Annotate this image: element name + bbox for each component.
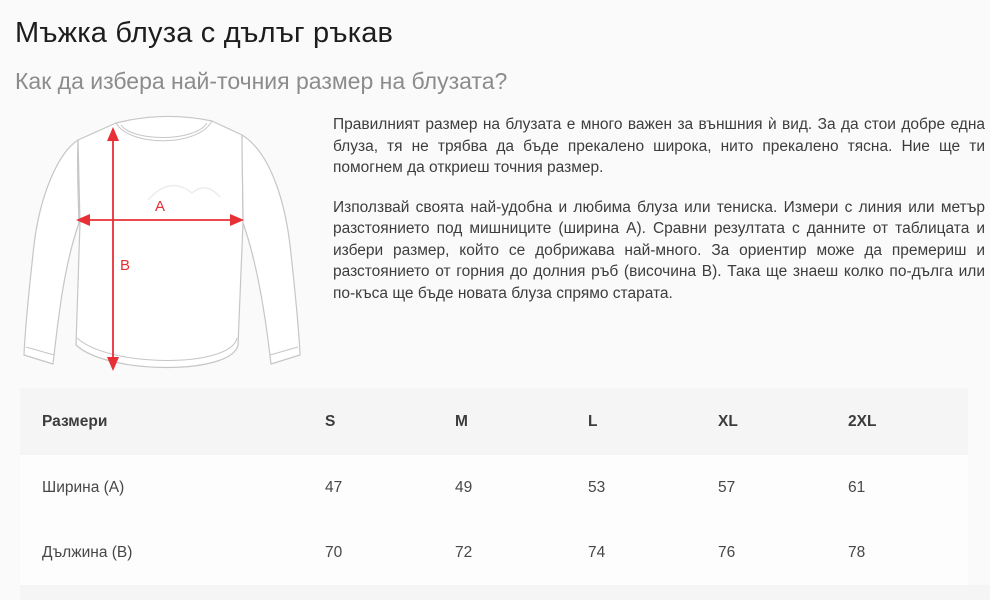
page-subtitle: Как да избера най-точния размер на блузата? [15, 68, 508, 94]
length-value-l: 74 [568, 520, 698, 585]
table-row-length [20, 520, 968, 585]
length-value-xl: 76 [698, 520, 828, 585]
row-label-width: Ширина (A) [20, 455, 305, 520]
width-value-l: 53 [568, 455, 698, 520]
guide-paragraph-2: Използвай своята най-удобна и любима блуза или тениска. Измери с линия или метър разстоянието под мишниците (ширина А). Сравни резултата с данните от таблицата и избери размер, който се добрижава най-много. За ориентир може да премериш и разстоянието от горния до долния ръб (височина В). Така ще знаеш колко по-дълга или по-къса ще бъде новата блуза спрямо старата. [333, 198, 985, 302]
size-table [20, 388, 968, 585]
guide-paragraph-1: Правилният размер на блузата е много важен за външния ѝ вид. За да стои добре една блуза, тя не трябва да бъде прекалено широка, нито прекалено тясна. Ние ще ти помогнем да откриеш точния размер. [333, 116, 985, 176]
width-value-m: 49 [435, 455, 568, 520]
column-header-sizes: Размери [20, 388, 305, 455]
table-row-width [20, 455, 968, 520]
width-label: A [155, 198, 166, 215]
width-value-xl: 57 [698, 455, 828, 520]
size-table-header-row [20, 388, 968, 455]
shirt-left-sleeve [24, 140, 79, 364]
shirt-right-sleeve [242, 135, 300, 364]
column-header-xl: XL [698, 388, 828, 455]
column-header-m: M [435, 388, 568, 455]
guide-text [333, 114, 985, 304]
shirt-measurement-diagram [20, 105, 320, 385]
row-label-length: Дължина (B) [20, 520, 305, 585]
length-label: B [120, 257, 131, 274]
width-value-s: 47 [305, 455, 435, 520]
length-value-2xl: 78 [828, 520, 968, 585]
column-header-2xl: 2XL [828, 388, 968, 455]
column-header-l: L [568, 388, 698, 455]
table-bottom-strip [20, 585, 990, 600]
shirt-diagram-svg [20, 105, 320, 385]
column-header-s: S [305, 388, 435, 455]
page-title: Мъжка блуза с дълъг ръкав [15, 17, 394, 49]
length-value-s: 70 [305, 520, 435, 585]
width-value-2xl: 61 [828, 455, 968, 520]
length-value-m: 72 [435, 520, 568, 585]
shirt-body-outline [76, 116, 243, 367]
